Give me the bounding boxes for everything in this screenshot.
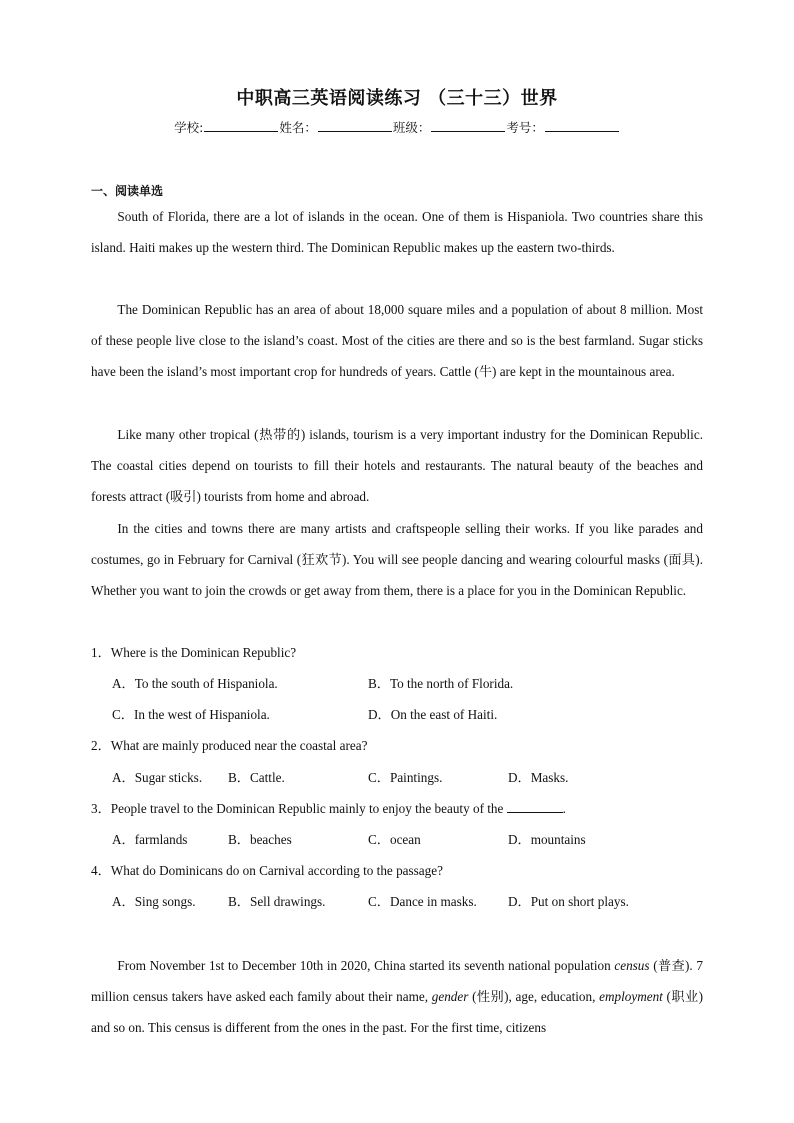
question-3-option-c[interactable]: C．ocean [368,832,421,847]
question-3-stem-text: 3．People travel to the Dominican Republic mainly to enjoy the beauty of the [91,801,504,816]
student-info-line [0,118,794,136]
question-2-option-a[interactable]: A．Sugar sticks. [112,770,203,785]
number-label: 考号： [506,120,544,135]
passage2-word-census: census [614,958,650,973]
name-blank[interactable] [318,119,392,132]
question-2-option-b[interactable]: B．Cattle. [228,770,285,785]
question-4-option-a[interactable]: A．Sing songs. [112,894,196,909]
page-title: 中职高三英语阅读练习 （三十三）世界 [236,88,558,109]
passage1-paragraph-2: The Dominican Republic has an area of about 18,000 square miles and a population of about 8 million. Most of these people live close to the island’s coast. Most of the cities are there and so is the best farmland. Sugar sticks have been the island’s most important crop for hundreds of years. Cattle (牛) are kept in the mountainous area. [91,302,703,380]
passage2-text-3: (性别), age, education, [468,989,600,1005]
question-2-option-d[interactable]: D．Masks. [508,770,569,785]
class-blank[interactable] [431,119,505,132]
question-3-stem-end: . [562,801,566,816]
question-3-answer-blank[interactable] [507,800,563,813]
question-3-option-b[interactable]: B．beaches [228,832,292,847]
passage2-word-gender: gender [431,989,469,1005]
school-blank[interactable] [204,119,278,132]
passage2-text-1: From November 1st to December 10th in 2020, China started its seventh national population [117,958,615,973]
passage1-paragraph-4: In the cities and towns there are many artists and craftspeople selling their works. If you like parades and costumes, go in February for Carnival (狂欢节). You will see people dancing and wearing colourful masks (面具). Whether you want to join the crowds or get away from them, there is a place for you in the Dominican Republic. [91,521,703,599]
question-2-stem: 2．What are mainly produced near the coastal area? [91,738,368,753]
passage2-paragraph-1 [91,950,703,1044]
passage2-text-4: (职业) and so on. This census is different from the ones in the past. For the first time, citizens [91,989,703,1036]
section-title: 一、阅读单选 [91,184,164,198]
passage1-paragraph-1: South of Florida, there are a lot of islands in the ocean. One of them is Hispaniola. Two countries share this island. Haiti makes up the western third. The Dominican Republic makes up the eastern two-thirds. [91,209,703,256]
passage1-paragraph-3: Like many other tropical (热带的) islands, tourism is a very important industry for the Dominican Republic. The coastal cities depend on tourists to fill their hotels and restaurants. The natural beauty of the beaches and forests attract (吸引) tourists from home and abroad. [91,427,703,505]
question-3-option-d[interactable]: D．mountains [508,832,586,847]
passage2-text-2: (普查). 7 million census takers have asked each family about their name, [91,958,703,1005]
question-3-stem [91,799,566,819]
question-2-option-c[interactable]: C．Paintings. [368,770,443,785]
number-blank[interactable] [545,119,619,132]
question-3-option-a[interactable]: A．farmlands [112,832,188,847]
passage2-word-employment: employment [599,989,663,1005]
question-1-option-c[interactable]: C．In the west of Hispaniola. [112,707,270,722]
question-4-option-b[interactable]: B．Sell drawings. [228,894,326,909]
question-4-option-c[interactable]: C．Dance in masks. [368,894,477,909]
question-1-option-d[interactable]: D．On the east of Haiti. [368,707,498,722]
question-4-stem: 4．What do Dominicans do on Carnival according to the passage? [91,863,443,878]
question-1-option-a[interactable]: A．To the south of Hispaniola. [112,676,278,691]
school-label: 学校: [174,120,204,135]
question-1-option-b[interactable]: B．To the north of Florida. [368,676,514,691]
name-label: 姓名： [279,120,317,135]
class-label: 班级： [392,120,431,135]
question-4-option-d[interactable]: D．Put on short plays. [508,894,629,909]
question-1-stem: 1．Where is the Dominican Republic? [91,645,297,660]
